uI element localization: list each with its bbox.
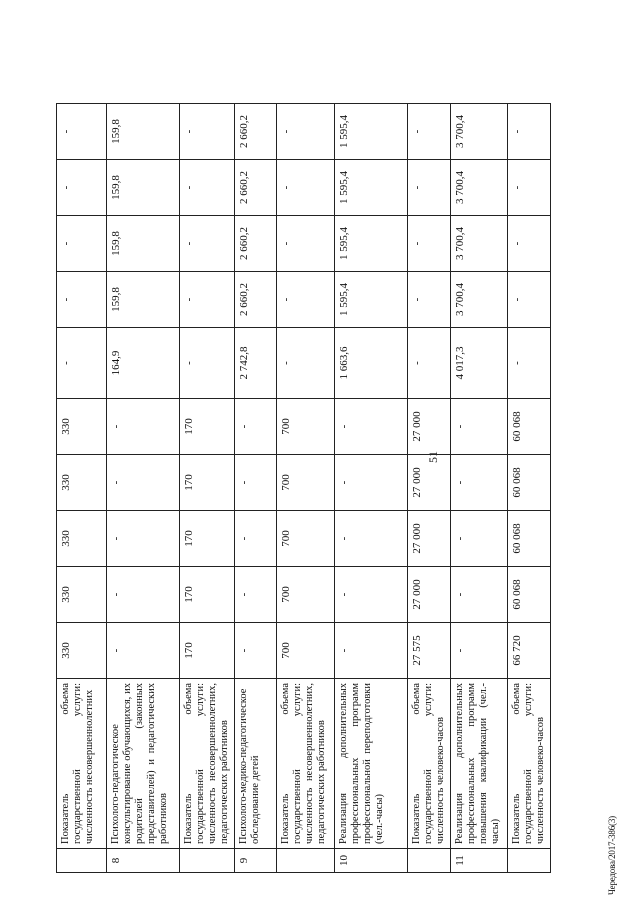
value-cell: - — [180, 328, 235, 399]
value-cell: 700 — [277, 455, 335, 511]
value-cell: - — [508, 328, 551, 399]
value-cell: 330 — [57, 567, 107, 623]
row-number-cell: 9 — [235, 849, 277, 873]
value-cell: - — [57, 328, 107, 399]
value-cell: 2 660,2 — [235, 160, 277, 216]
value-cell: - — [335, 511, 408, 567]
row-number-cell — [180, 849, 235, 873]
value-cell: 27 000 — [408, 567, 451, 623]
value-cell: 700 — [277, 511, 335, 567]
value-cell: 170 — [180, 567, 235, 623]
table-row — [277, 104, 335, 873]
value-cell: - — [277, 272, 335, 328]
value-cell: - — [107, 623, 180, 679]
table-row — [107, 104, 180, 873]
value-cell: - — [451, 455, 508, 511]
value-cell: - — [180, 160, 235, 216]
table-body — [57, 104, 551, 873]
value-cell: 330 — [57, 399, 107, 455]
row-label-cell: Показатель объема государственной услуги: численность человеко-часов — [508, 679, 551, 849]
value-cell: - — [335, 623, 408, 679]
row-number-cell: 11 — [451, 849, 508, 873]
value-cell: 3 700,4 — [451, 160, 508, 216]
value-cell: - — [277, 328, 335, 399]
value-cell: - — [408, 328, 451, 399]
value-cell: 330 — [57, 455, 107, 511]
value-cell: - — [451, 623, 508, 679]
value-cell: - — [508, 216, 551, 272]
value-cell: 700 — [277, 623, 335, 679]
row-number-cell — [57, 849, 107, 873]
value-cell: - — [277, 104, 335, 160]
row-label-cell: Реализация дополнительных профессиональных программ повышения квалификации (чел.-часы) — [451, 679, 508, 849]
value-cell: 1 595,4 — [335, 160, 408, 216]
value-cell: 27 000 — [408, 511, 451, 567]
value-cell: - — [107, 455, 180, 511]
page-number: 51 — [426, 451, 440, 463]
value-cell: - — [235, 623, 277, 679]
value-cell: 170 — [180, 399, 235, 455]
value-cell: 60 068 — [508, 567, 551, 623]
value-cell: 3 700,4 — [451, 272, 508, 328]
value-cell: 159,8 — [107, 160, 180, 216]
value-cell: 170 — [180, 455, 235, 511]
value-cell: 164,9 — [107, 328, 180, 399]
value-cell: - — [180, 104, 235, 160]
value-cell: - — [57, 216, 107, 272]
value-cell: 330 — [57, 623, 107, 679]
value-cell: - — [451, 567, 508, 623]
value-cell: 1 595,4 — [335, 272, 408, 328]
value-cell: - — [235, 567, 277, 623]
value-cell: 170 — [180, 511, 235, 567]
table-row — [180, 104, 235, 873]
row-label-cell: Показатель объема государственной услуги: численность человеко-часов — [408, 679, 451, 849]
row-number-cell: 10 — [335, 849, 408, 873]
value-cell: 27 575 — [408, 623, 451, 679]
value-cell: - — [107, 567, 180, 623]
table-row — [335, 104, 408, 873]
value-cell: 159,8 — [107, 272, 180, 328]
value-cell: 700 — [277, 399, 335, 455]
value-cell: - — [508, 160, 551, 216]
value-cell: 60 068 — [508, 511, 551, 567]
value-cell: 700 — [277, 567, 335, 623]
row-label-cell: Реализация дополнительных профессиональных программ профессиональной переподготовки (чел.-часы) — [335, 679, 408, 849]
value-cell: - — [57, 160, 107, 216]
value-cell: 159,8 — [107, 216, 180, 272]
value-cell: - — [408, 104, 451, 160]
value-cell: - — [235, 455, 277, 511]
value-cell: - — [508, 104, 551, 160]
value-cell: 1 595,4 — [335, 216, 408, 272]
table-row — [508, 104, 551, 873]
value-cell: 2 660,2 — [235, 216, 277, 272]
row-number-cell — [408, 849, 451, 873]
value-cell: - — [451, 399, 508, 455]
value-cell: - — [277, 160, 335, 216]
value-cell: 2 660,2 — [235, 272, 277, 328]
row-number-cell — [508, 849, 551, 873]
value-cell: 170 — [180, 623, 235, 679]
value-cell: - — [180, 272, 235, 328]
value-cell: 66 720 — [508, 623, 551, 679]
row-label-cell: Психолого-педагогическое консультирование обучающихся, их родителей (законных представителей) и педагогических работников — [107, 679, 180, 849]
value-cell: - — [335, 399, 408, 455]
value-cell: 27 000 — [408, 399, 451, 455]
table-row — [408, 104, 451, 873]
value-cell: 1 663,6 — [335, 328, 408, 399]
value-cell: - — [408, 272, 451, 328]
value-cell: - — [107, 511, 180, 567]
table-row — [57, 104, 107, 873]
table-row — [235, 104, 277, 873]
value-cell: - — [57, 104, 107, 160]
table-row — [451, 104, 508, 873]
value-cell: - — [335, 455, 408, 511]
value-cell: 2 742,8 — [235, 328, 277, 399]
value-cell: 159,8 — [107, 104, 180, 160]
value-cell: - — [107, 399, 180, 455]
budget-indicators-table — [56, 103, 551, 873]
document-code: Чередова/2017-386(3) — [607, 816, 617, 895]
value-cell: - — [277, 216, 335, 272]
value-cell: - — [508, 272, 551, 328]
value-cell: - — [408, 160, 451, 216]
value-cell: 60 068 — [508, 455, 551, 511]
value-cell: - — [451, 511, 508, 567]
value-cell: - — [235, 511, 277, 567]
value-cell: - — [408, 216, 451, 272]
row-label-cell: Психолого-медико-педагогическое обследование детей — [235, 679, 277, 849]
row-number-cell: 8 — [107, 849, 180, 873]
value-cell: - — [235, 399, 277, 455]
row-label-cell: Показатель объема государственной услуги: численность несовершеннолетних, педагогических работников — [277, 679, 335, 849]
row-label-cell: Показатель объема государственной услуги: численность несовершеннолетних, педагогических работников — [180, 679, 235, 849]
value-cell: - — [180, 216, 235, 272]
value-cell: 330 — [57, 511, 107, 567]
value-cell: - — [335, 567, 408, 623]
row-label-cell: Показатель объема государственной услуги: численность несовершеннолетних — [57, 679, 107, 849]
value-cell: 4 017,3 — [451, 328, 508, 399]
value-cell: 1 595,4 — [335, 104, 408, 160]
value-cell: 60 068 — [508, 399, 551, 455]
value-cell: - — [57, 272, 107, 328]
row-number-cell — [277, 849, 335, 873]
value-cell: 2 660,2 — [235, 104, 277, 160]
value-cell: 27 000 — [408, 455, 451, 511]
value-cell: 3 700,4 — [451, 104, 508, 160]
value-cell: 3 700,4 — [451, 216, 508, 272]
